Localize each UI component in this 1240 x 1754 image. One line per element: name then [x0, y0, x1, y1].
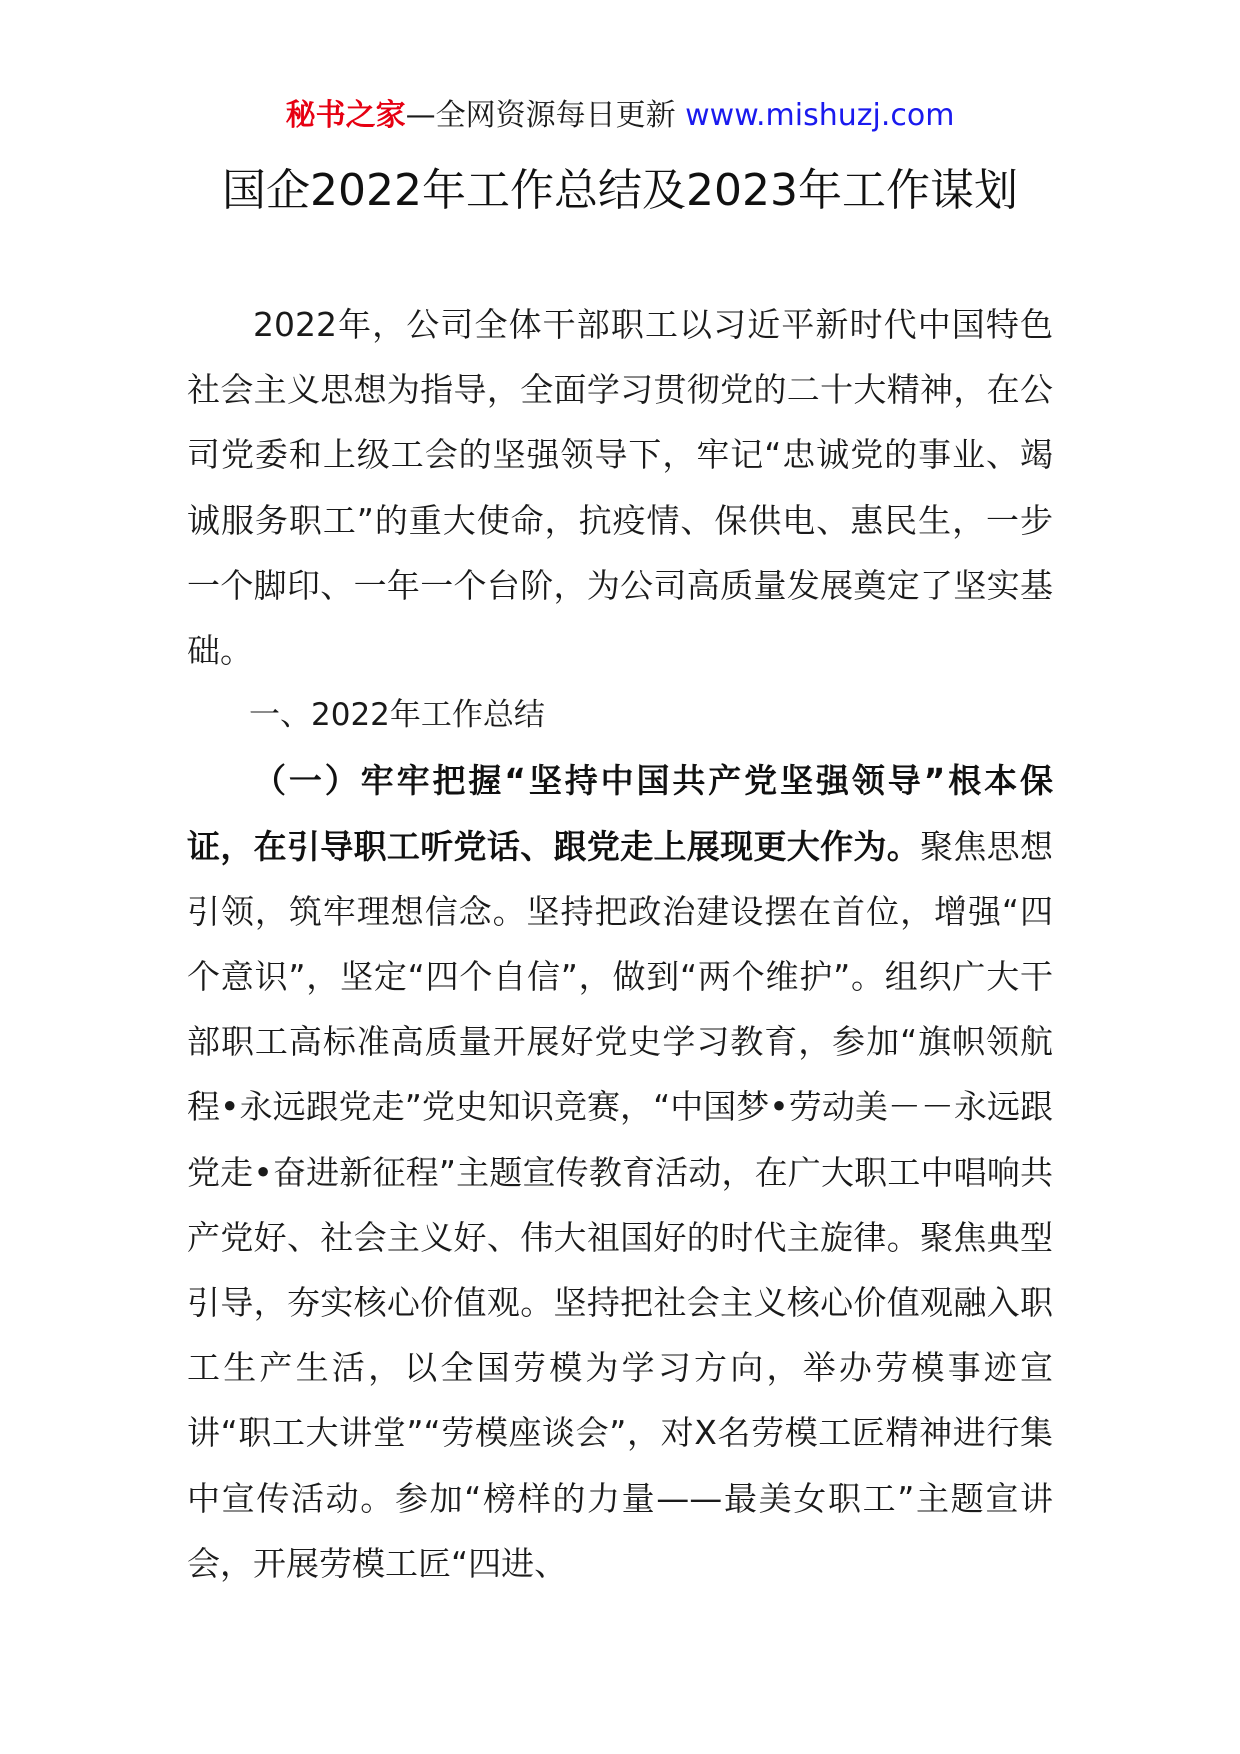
brand-name: 秘书之家: [285, 98, 406, 133]
intro-paragraph: 2022年，公司全体干部职工以习近平新时代中国特色社会主义思想为指导，全面学习贯彻党的二十大精神，在公司党委和上级工会的坚强领导下，牢记“忠诚党的事业、竭诚服务职工”的重大使命，抗疫情、保供电、惠民生，一步一个脚印、一年一个台阶，为公司高质量发展奠定了坚实基础。: [187, 305, 1053, 671]
site-header: [0, 96, 1240, 136]
document-title: 国企2022年工作总结及2023年工作谋划: [222, 165, 1018, 216]
subsection-paragraph: [187, 748, 1053, 1596]
header-tagline: —全网资源每日更新: [405, 98, 676, 133]
site-link[interactable]: www.mishuzj.com: [685, 98, 955, 133]
section-heading: 一、2022年工作总结: [249, 697, 545, 734]
document-body: [187, 292, 1053, 1596]
subsection-heading: （一）牢牢把握“坚持中国共产党坚强领导”根本保证，在引导职工听党话、跟党走上展现更大作为。: [187, 761, 1053, 866]
subsection-text: 聚焦思想引领，筑牢理想信念。坚持把政治建设摆在首位，增强“四个意识”，坚定“四个自信”，做到“两个维护”。组织广大干部职工高标准高质量开展好党史学习教育，参加“旗帜领航程•永远跟党走”党史知识竞赛，“中国梦•劳动美－－永远跟党走•奋进新征程”主题宣传教育活动，在广大职工中唱响共产党好、社会主义好、伟大祖国好的时代主旋律。聚焦典型引导，夯实核心价值观。坚持把社会主义核心价值观融入职工生产生活，以全国劳模为学习方向，举办劳模事迹宣讲“职工大讲堂”“劳模座谈会”，对X名劳模工匠精神进行集中宣传活动。参加“榜样的力量——最美女职工”主题宣讲会，开展劳模工匠“四进、: [187, 826, 1054, 1583]
